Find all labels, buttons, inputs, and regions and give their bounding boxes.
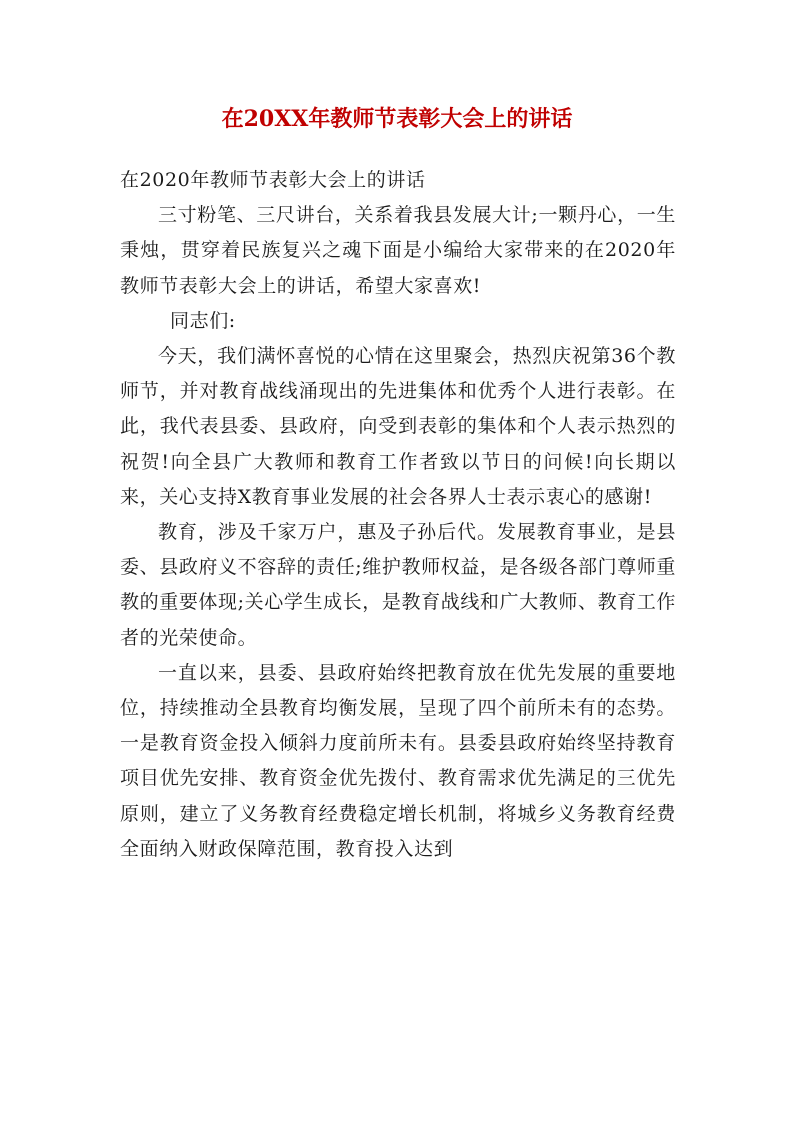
document-title: 在20XX年教师节表彰大会上的讲话 [221,106,573,132]
speech-subtitle: 在2020年教师节表彰大会上的讲话 [120,169,426,191]
paragraph-education-priority: 一直以来，县委、县政府始终把教育放在优先发展的重要地位，持续推动全县教育均衡发展，呈现了四个前所未有的态势。一是教育资金投入倾斜力度前所未有。县委县政府始终坚持教育项目优先安排、教育资金优先拨付、教育需求优先满足的三优先原则，建立了义务教育经费稳定增长机制，将城乡义务教育经费全面纳入财政保障范围，教育投入达到 [120,661,676,860]
salutation: 同志们: [170,309,236,332]
paragraph-education-duty: 教育，涉及千家万户，惠及子孙后代。发展教育事业，是县委、县政府义不容辞的责任;维护教师权益，是各级各部门尊师重教的重要体现;关心学生成长，是教育战线和广大教师、教育工作者的光荣使命。 [120,521,676,649]
document-body [120,163,676,867]
paragraph-celebration: 今天，我们满怀喜悦的心情在这里聚会，热烈庆祝第36个教师节，并对教育战线涌现出的先进集体和优秀个人进行表彰。在此，我代表县委、县政府，向受到表彰的集体和个人表示热烈的祝贺!向全县广大教师和教育工作者致以节日的问候!向长期以来，关心支持X教育事业发展的社会各界人士表示衷心的感谢! [120,345,676,508]
intro-paragraph: 三寸粉笔、三尺讲台，关系着我县发展大计;一颗丹心，一生秉烛，贯穿着民族复兴之魂下面是小编给大家带来的在2020年教师节表彰大会上的讲话，希望大家喜欢! [120,204,676,297]
